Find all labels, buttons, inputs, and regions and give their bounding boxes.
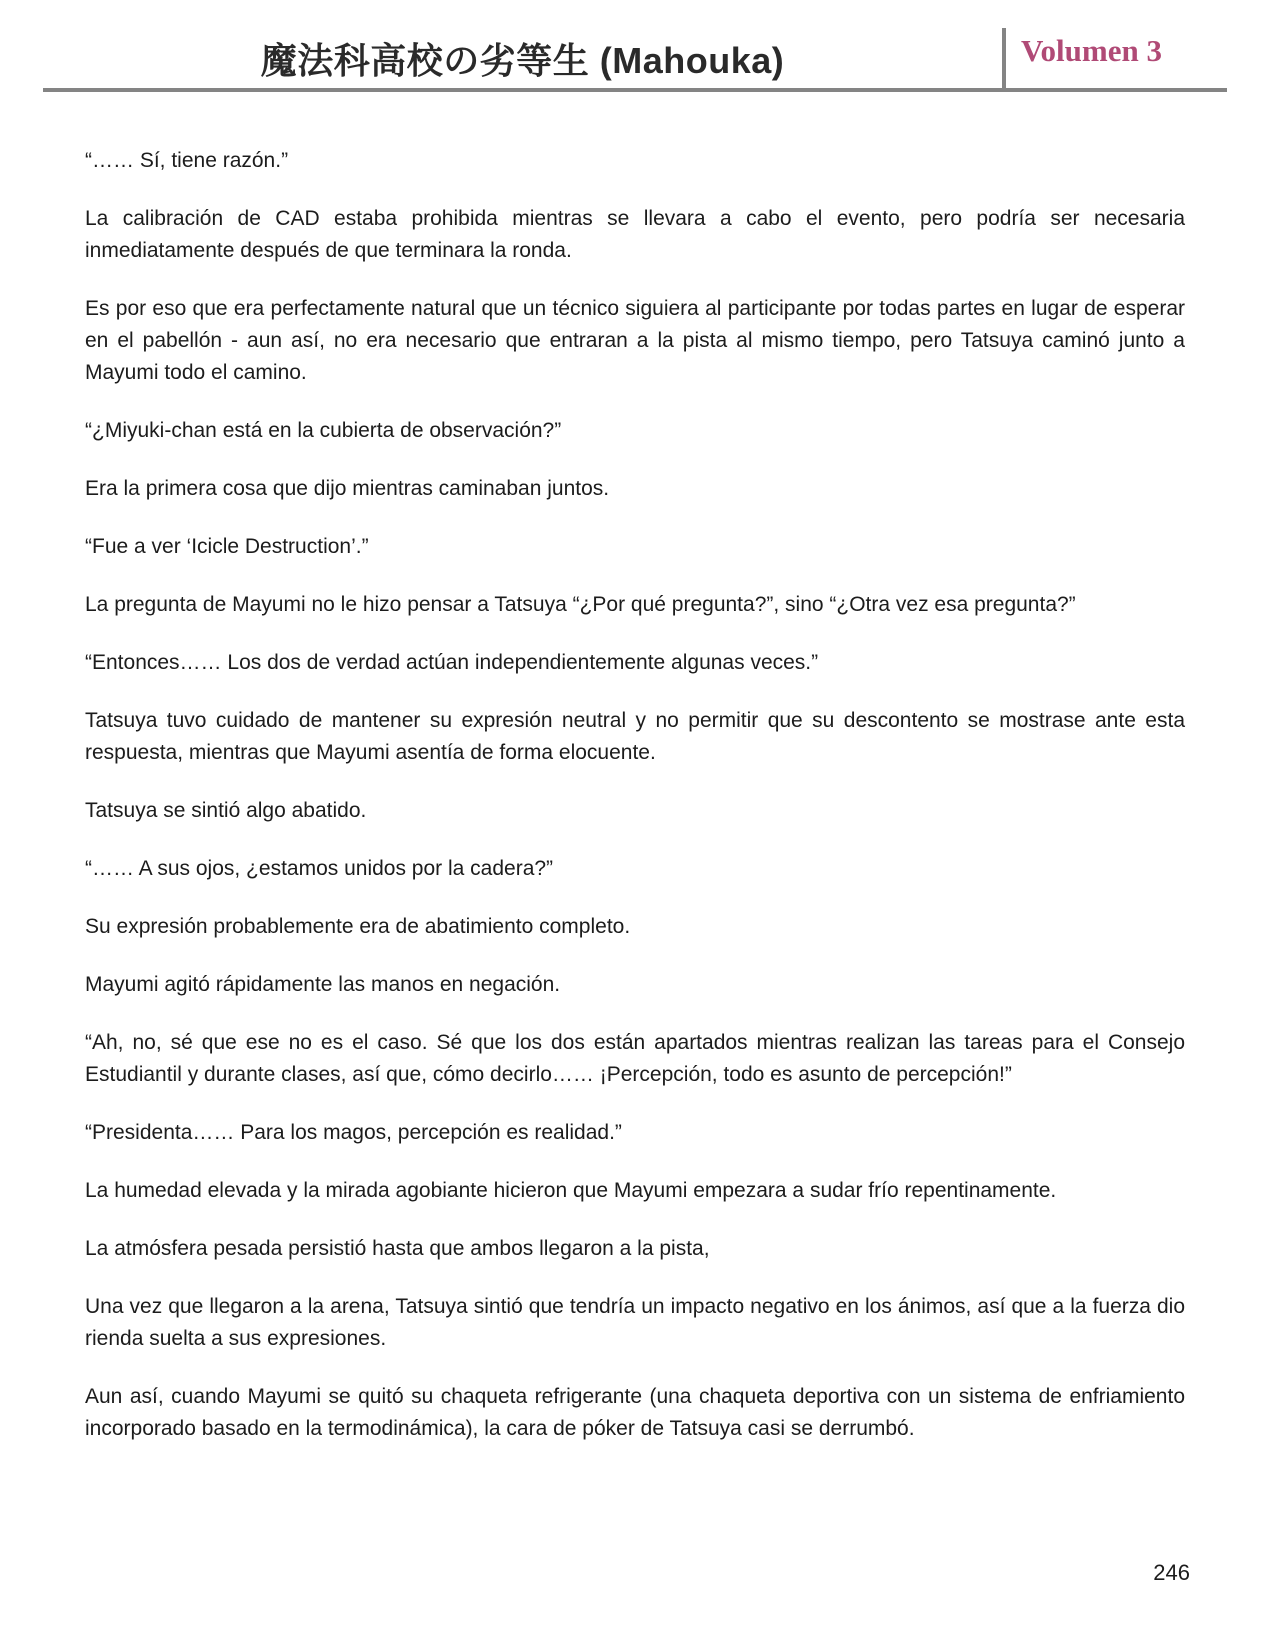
- paragraph-narration-11: Una vez que llegaron a la arena, Tatsuya sintió que tendría un impacto negativo en los ánimos, así que a la fuerza dio rienda suelta a sus expresiones.: [85, 1295, 1185, 1350]
- paragraph-dialogue-6: “Ah, no, sé que ese no es el caso. Sé que los dos están apartados mientras realizan las tareas para el Consejo Estudiantil y durante clases, así que, cómo decirlo…… ¡Percepción, todo es asunto de percepción!”: [85, 1031, 1185, 1086]
- paragraph-narration-6: Tatsuya se sintió algo abatido.: [85, 799, 367, 822]
- paragraph-narration-4: La pregunta de Mayumi no le hizo pensar a Tatsuya “¿Por qué pregunta?”, sino “¿Otra vez esa pregunta?”: [85, 593, 1076, 616]
- header-vertical-divider: [1002, 28, 1006, 92]
- paragraph-dialogue-4: “Entonces…… Los dos de verdad actúan independientemente algunas veces.”: [85, 651, 819, 674]
- volume-label: Volumen 3: [1021, 33, 1162, 68]
- paragraph-narration-12: Aun así, cuando Mayumi se quitó su chaqueta refrigerante (una chaqueta deportiva con un sistema de enfriamiento incorporado basado en la termodinámica), la cara de póker de Tatsuya casi se derrumbó.: [85, 1385, 1185, 1440]
- paragraph-dialogue-1: “…… Sí, tiene razón.”: [85, 149, 289, 172]
- header-horizontal-rule: [43, 88, 1227, 92]
- paragraph-narration-3: Era la primera cosa que dijo mientras caminaban juntos.: [85, 477, 610, 500]
- paragraph-narration-8: Mayumi agitó rápidamente las manos en negación.: [85, 973, 561, 996]
- paragraph-dialogue-7: “Presidenta…… Para los magos, percepción es realidad.”: [85, 1121, 622, 1144]
- page-content: [85, 145, 1185, 1471]
- paragraph-narration-5: Tatsuya tuvo cuidado de mantener su expresión neutral y no permitir que su descontento se mostrase ante esta respuesta, mientras que Mayumi asentía de forma elocuente.: [85, 709, 1185, 764]
- paragraph-narration-9: La humedad elevada y la mirada agobiante hicieron que Mayumi empezara a sudar frío repentinamente.: [85, 1179, 1057, 1202]
- page-header: [0, 0, 1275, 92]
- paragraph-dialogue-2: “¿Miyuki-chan está en la cubierta de observación?”: [85, 419, 562, 442]
- paragraph-narration-1: La calibración de CAD estaba prohibida mientras se llevara a cabo el evento, pero podría ser necesaria inmediatamente después de que terminara la ronda.: [85, 207, 1185, 262]
- paragraph-narration-2: Es por eso que era perfectamente natural que un técnico siguiera al participante por todas partes en lugar de esperar en el pabellón - aun así, no era necesario que entraran a la pista al mismo tiempo, pero Tatsuya caminó junto a Mayumi todo el camino.: [85, 297, 1185, 384]
- page-number: 246: [1153, 1560, 1190, 1585]
- paragraph-dialogue-5: “…… A sus ojos, ¿estamos unidos por la cadera?”: [85, 857, 554, 880]
- paragraph-narration-10: La atmósfera pesada persistió hasta que ambos llegaron a la pista,: [85, 1237, 710, 1260]
- paragraph-dialogue-3: “Fue a ver ‘Icicle Destruction’.”: [85, 535, 369, 558]
- paragraph-narration-7: Su expresión probablemente era de abatimiento completo.: [85, 915, 631, 938]
- document-title: 魔法科高校の劣等生 (Mahouka): [260, 40, 785, 81]
